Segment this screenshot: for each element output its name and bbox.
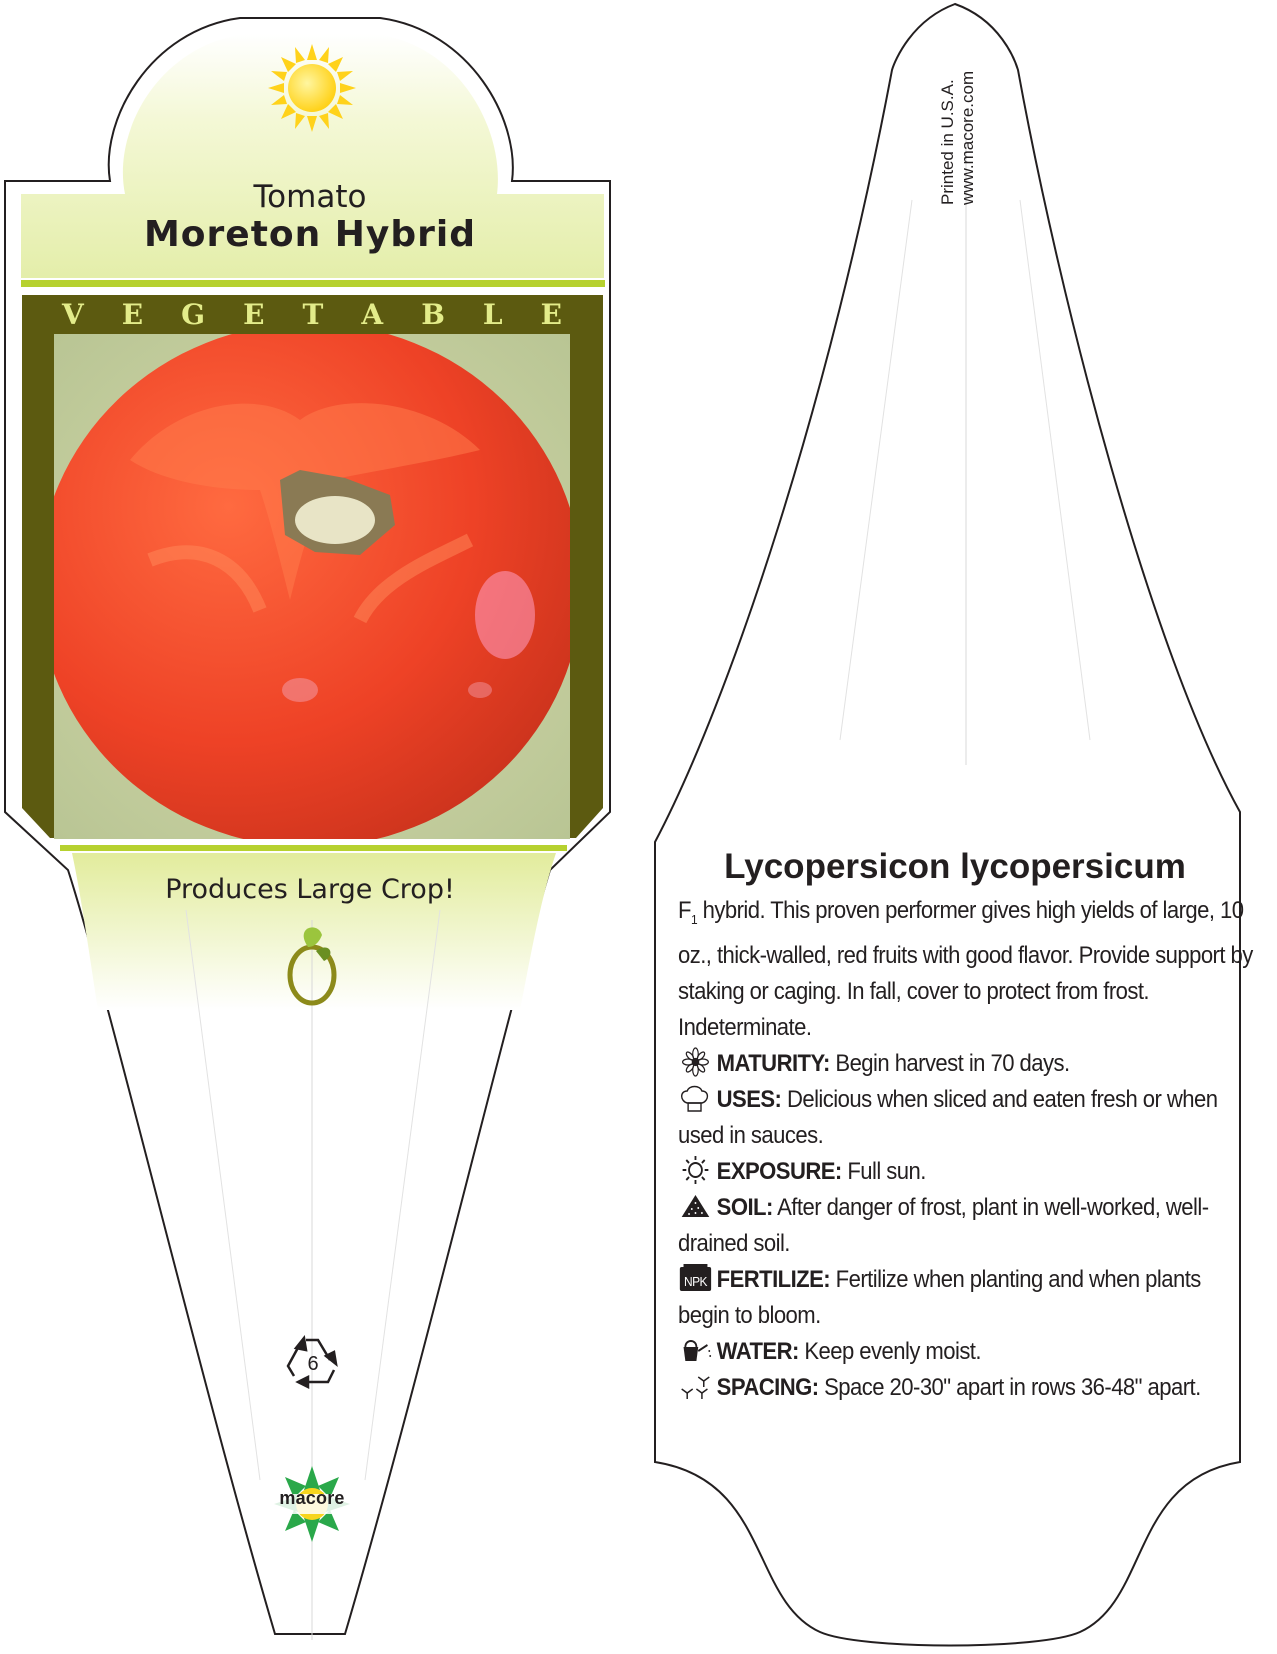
printed-in: Printed in U.S.A. [938,79,957,205]
vegetable-banner [22,296,602,332]
seedlings-icon [678,1371,713,1401]
care-fertilize: NPK FERTILIZE: Fertilize when planting and when plants begin to bloom. [678,1262,1253,1334]
description-subscript: 1 [690,911,698,927]
care-maturity: MATURITY: Begin harvest in 70 days. [678,1046,1253,1082]
banner-letter: A [361,297,384,331]
banner-letter: E [121,297,144,331]
header-rule [21,280,605,287]
recycle-number: 6 [307,1353,319,1375]
care-water: WATER: Keep evenly moist. [678,1334,1253,1370]
banner-letter: T [302,297,324,331]
care-exposure: EXPOSURE: Full sun. [678,1154,1253,1190]
botanical-name: Lycopersicon lycopersicum [724,847,1186,886]
care-uses: USES: Delicious when sliced and eaten fresh or when used in sauces. [678,1082,1253,1154]
soil-icon [678,1191,713,1221]
plant-category: Tomato [253,179,367,215]
flower-icon [678,1047,713,1077]
tomato-photo [38,323,582,847]
tagline: Produces Large Crop! [165,874,455,905]
npk-icon [678,1263,713,1293]
banner-letter: E [243,297,265,331]
description: $F_1$ hybrid. This proven performer gives high yields of large, 10 oz., thick-walled, red fruits with good flavor. Provide support by staking or caging. In fall, cover to protect from frost. Indeterminate. [678,897,1253,1041]
watering-can-icon [678,1335,713,1365]
banner-letter: L [482,297,503,331]
chef-hat-icon [678,1083,713,1113]
website: www.macore.com [958,70,977,205]
svg-text:NPK: NPK [684,1274,707,1289]
sun-icon [268,44,356,132]
banner-letter: B [421,297,445,331]
care-instructions [678,893,1253,1406]
variety-name: Moreton Hybrid [143,214,477,255]
banner-letter: E [540,297,562,331]
banner-letter: G [181,297,206,331]
brand-name: macore [279,1488,345,1508]
sun-outline-icon [678,1155,713,1185]
description-text: hybrid. This proven performer gives high yields of large, 10 oz., thick-walled, red fruits with good flavor. Provide support by staking or caging. In fall, cover to protect from frost. Indeterminate. [678,897,1253,1041]
print-note [938,71,978,205]
banner-letter: V [62,297,84,331]
care-spacing: SPACING: Space 20-30" apart in rows 36-48" apart. [678,1370,1253,1406]
care-soil: SOIL: After danger of frost, plant in well-worked, well-drained soil. [678,1190,1253,1262]
lower-rule [60,845,567,851]
